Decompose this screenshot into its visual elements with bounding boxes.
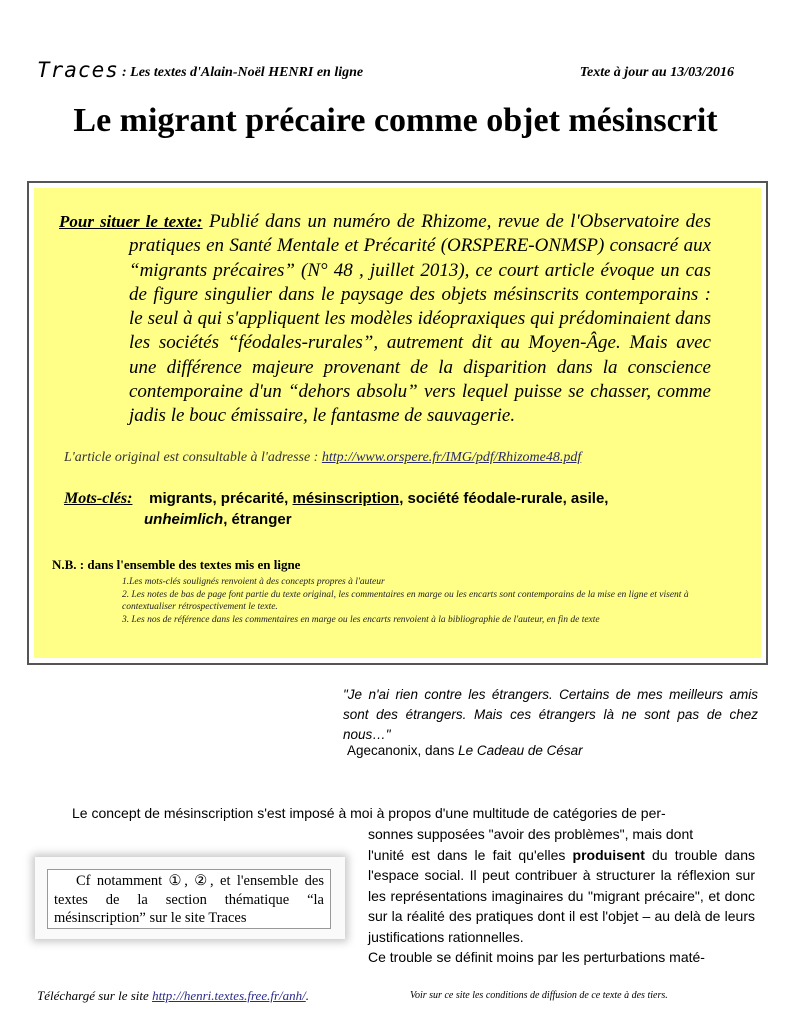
keyword-mesinscription: mésinscription <box>292 490 400 507</box>
body-first-line: Le concept de mésinscription s'est imposé à moi à propos d'une multitude de catégories de per- <box>72 805 666 821</box>
context-box-inner <box>34 188 761 658</box>
footer-download <box>37 988 309 1004</box>
footer-prefix: Téléchargé sur le site <box>37 988 153 1003</box>
nb-label: N.B. : dans l'ensemble des textes mis en ligne <box>52 557 301 572</box>
attribution-prefix: Agecanonix, dans <box>347 743 459 758</box>
body-line2: sonnes supposées "avoir des problèmes", mais dont <box>368 826 694 842</box>
epigraph-attribution <box>347 743 583 758</box>
nb-items <box>122 576 732 627</box>
cf-box-inner <box>47 869 331 929</box>
page-title: Le migrant précaire comme objet mésinscrit <box>73 102 718 139</box>
header-subtitle: : Les textes d'Alain-Noël HENRI en ligne <box>122 65 364 80</box>
epigraph-quote: "Je n'ai rien contre les étrangers. Certains de mes meilleurs amis sont des étrangers. Mais ces étrangers là ne sont pas de chez nous…" <box>343 687 758 742</box>
footer-suffix: . <box>305 988 309 1003</box>
body-paragraph-2: Ce trouble se définit moins par les perturbations maté- <box>368 949 705 965</box>
url-prefix: L'article original est consultable à l'adresse : <box>64 450 322 465</box>
body-paragraph-1 <box>368 845 755 948</box>
header-date: Texte à jour au 13/03/2016 <box>579 65 734 80</box>
intro-lead: Pour situer le texte: <box>59 212 203 231</box>
keywords-label: Mots-clés: <box>64 490 133 507</box>
attribution-work: Le Cadeau de César <box>458 743 583 758</box>
nb-item: 1.Les mots-clés soulignés renvoient à des concepts propres à l'auteur <box>122 577 385 587</box>
body-p1-b: du trouble dans l'espace social. Il peut contribuer à structurer la réflexion sur les représentations imaginaires du "migrant précaire", et donc sur la réalité des pratiques dont il est l'objet – au delà de leurs justifications rationnelles. <box>368 846 756 945</box>
keyword-unheimlich: unheimlich <box>144 511 224 528</box>
traces-logo: Traces <box>37 58 119 82</box>
cf-box-text: Cf notamment ①, ②, et l'ensemble des textes de la section thématique “la mésinscription” sur le site Traces <box>54 873 324 926</box>
context-box <box>27 181 768 665</box>
nb-item: 2. Les notes de bas de page font partie du texte original, les commentaires en marge ou les encarts sont contemporains de la mise en ligne et visent à contextualiser rétrospectivement le texte. <box>122 590 689 612</box>
article-link[interactable]: http://www.orspere.fr/IMG/pdf/Rhizome48.pdf <box>321 450 582 465</box>
intro-paragraph <box>59 210 711 429</box>
keywords-line2 <box>64 509 714 530</box>
footer-conditions: Voir sur ce site les conditions de diffusion de ce texte à des tiers. <box>410 990 668 1001</box>
body-text <box>368 824 755 968</box>
footer-site-link[interactable]: http://henri.textes.free.fr/anh/ <box>152 988 306 1003</box>
intro-text: Publié dans un numéro de Rhizome, revue de l'Observatoire des pratiques en Santé Mentale et Précarité (ORSPERE-ONMSP) consacré aux “migrants précaires” (N° 48 , juillet 2013), ce court article évoque un cas de figure singulier dans le paysage des objets mésinscrits contemporains : le seul à qui s'appliquent les modèles idéopraxiques qui prédominaient dans les sociétés “féodales-rurales”, autrement dit au Moyen-Âge. Mais avec une différence majeure provenant de la disparition dans la conscience contemporaine d'un “dehors absolu” vers lequel puisse se chasser, comme jadis le bouc émissaire, le fantasme de sauvagerie. <box>129 211 711 427</box>
body-p1-bold: produisent <box>572 846 645 863</box>
body-p1-a: l'unité est dans le fait qu'elles <box>368 846 573 863</box>
nb-item: 3. Les nos de référence dans les commentaires en marge ou les encarts renvoient à la bibliographie de l'auteur, en fin de texte <box>122 615 600 625</box>
keyword-text-3: , étranger <box>223 511 292 528</box>
keyword-text-2: , société féodale-rurale, asile, <box>399 490 609 507</box>
keywords <box>64 488 714 530</box>
keyword-text-1: migrants, précarité, <box>149 490 293 507</box>
article-url-line <box>64 450 581 466</box>
cf-sidebar-box <box>35 857 345 939</box>
